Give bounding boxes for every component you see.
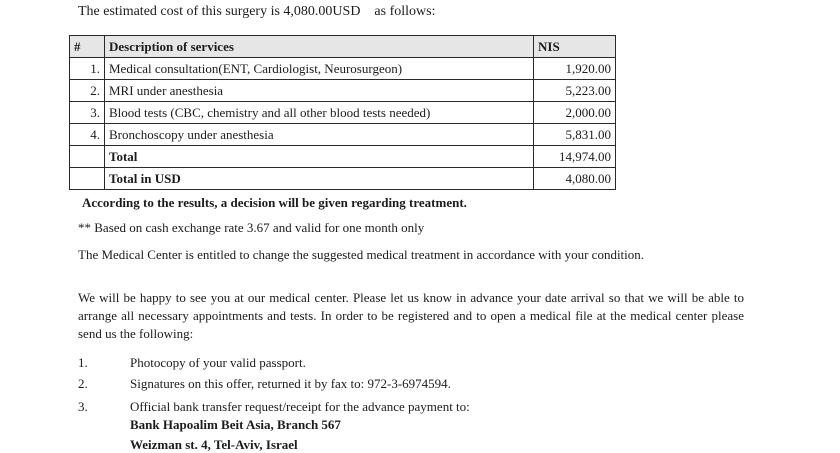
row-description: Medical consultation(ENT, Cardiologist, Neurosurgeon) — [105, 58, 534, 80]
list-item-number: 3. — [78, 399, 88, 414]
table-header-row — [70, 36, 616, 58]
header-description: Description of services — [105, 36, 534, 58]
table-row — [70, 58, 616, 80]
row-number: 2. — [70, 80, 105, 102]
empty-cell — [70, 168, 105, 190]
total-value: 14,974.00 — [534, 146, 616, 168]
row-nis: 1,920.00 — [534, 58, 616, 80]
header-nis: NIS — [534, 36, 616, 58]
table-row — [70, 124, 616, 146]
table-row — [70, 80, 616, 102]
cost-intro: The estimated cost of this surgery is 4,080.00USD as follows: — [78, 4, 436, 19]
row-nis: 5,831.00 — [534, 124, 616, 146]
table-row — [70, 102, 616, 124]
bank-name: Bank Hapoalim Beit Asia, Branch 567 — [130, 417, 341, 432]
row-nis: 5,223.00 — [534, 80, 616, 102]
row-description: MRI under anesthesia — [105, 80, 534, 102]
total-label: Total — [105, 146, 534, 168]
total-usd-value: 4,080.00 — [534, 168, 616, 190]
row-nis: 2,000.00 — [534, 102, 616, 124]
row-number: 3. — [70, 102, 105, 124]
paragraph-change-treatment: The Medical Center is entitled to change the suggested medical treatment in accordance with your condition. — [78, 247, 645, 262]
list-item-number: 2. — [78, 376, 88, 391]
row-number: 4. — [70, 124, 105, 146]
total-usd-row — [70, 168, 616, 190]
empty-cell — [70, 146, 105, 168]
list-item-text: Photocopy of your valid passport. — [130, 355, 306, 370]
bank-address: Weizman st. 4, Tel-Aviv, Israel — [130, 437, 298, 452]
list-item-number: 1. — [78, 355, 88, 370]
paragraph-registration: We will be happy to see you at our medical center. Please let us know in advance your date arrival so that we will be able to arrange all necessary appointments and tests. In order to be registered and to open a medical file at the medical center please send us the following: — [78, 290, 744, 341]
list-item-text: Signatures on this offer, returned it by fax to: 972-3-6974594. — [130, 376, 451, 391]
row-description: Bronchoscopy under anesthesia — [105, 124, 534, 146]
exchange-rate-footnote: ** Based on cash exchange rate 3.67 and valid for one month only — [78, 220, 425, 235]
row-number: 1. — [70, 58, 105, 80]
total-usd-label: Total in USD — [105, 168, 534, 190]
cost-table — [69, 35, 616, 190]
list-item-text: Official bank transfer request/receipt for the advance payment to: — [130, 399, 470, 414]
row-description: Blood tests (CBC, chemistry and all other blood tests needed) — [105, 102, 534, 124]
decision-note: According to the results, a decision will be given regarding treatment. — [82, 195, 467, 210]
total-row — [70, 146, 616, 168]
header-number: # — [70, 36, 105, 58]
